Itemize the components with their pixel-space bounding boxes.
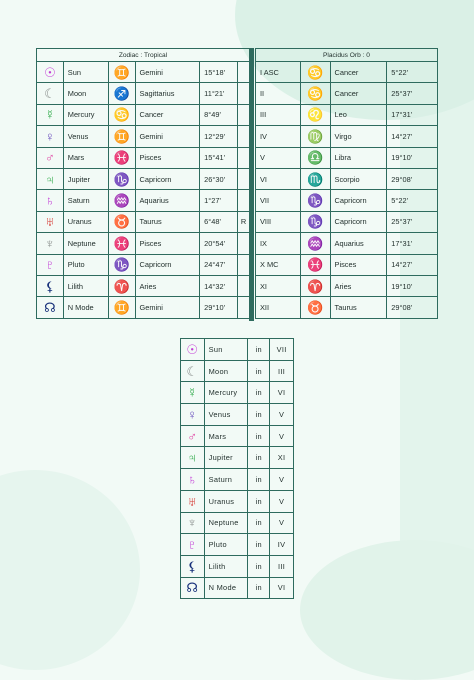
placement-house: III: [270, 555, 294, 577]
jupiter-icon: ♃: [45, 171, 55, 187]
placement-in: in: [248, 360, 270, 382]
capricorn-sign-icon: ♑: [113, 171, 130, 187]
house-name: I ASC: [256, 62, 301, 83]
cancer-sign-icon: ♋: [113, 107, 130, 123]
planet-glyph-cell: [37, 190, 64, 211]
house-sign-glyph-cell: [300, 62, 330, 83]
aquarius-sign-icon: ♒: [113, 193, 130, 209]
house-row: [256, 83, 438, 104]
planet-row: [37, 211, 250, 232]
planet-degree: 11°21': [200, 83, 238, 104]
planet-degree: 14°32': [200, 275, 238, 296]
house-sign: Scorpio: [330, 168, 387, 189]
planet-name: Moon: [63, 83, 108, 104]
planet-sign: Gemini: [135, 297, 200, 318]
taurus-sign-icon: ♉: [307, 299, 324, 315]
placement-in: in: [248, 425, 270, 447]
placement-row: [181, 555, 294, 577]
house-sign-glyph-cell: [300, 211, 330, 232]
planet-degree: 20°54': [200, 233, 238, 254]
house-sign: Capricorn: [330, 211, 387, 232]
saturn-icon: ♄: [45, 193, 55, 209]
placement-in: in: [248, 404, 270, 426]
capricorn-sign-icon: ♑: [307, 214, 324, 230]
house-sign: Cancer: [330, 62, 387, 83]
house-name: II: [256, 83, 301, 104]
planet-name: Venus: [63, 126, 108, 147]
sign-glyph-cell: [108, 62, 135, 83]
house-sign: Aries: [330, 275, 387, 296]
house-sign-glyph-cell: [300, 190, 330, 211]
planet-degree: 12°29': [200, 126, 238, 147]
venus-icon: ♀: [187, 406, 198, 422]
planet-row: [37, 233, 250, 254]
cancer-sign-icon: ♋: [307, 64, 324, 80]
aries-sign-icon: ♈: [307, 278, 324, 294]
planet-sign: Taurus: [135, 211, 200, 232]
house-name: VI: [256, 168, 301, 189]
placement-glyph-cell: [181, 360, 205, 382]
aries-sign-icon: ♈: [113, 278, 130, 294]
lilith-icon: ⚸: [187, 558, 198, 574]
planet-row: [37, 62, 250, 83]
placement-house: III: [270, 360, 294, 382]
house-sign: Pisces: [330, 254, 387, 275]
placement-planet: Uranus: [204, 490, 248, 512]
planet-row: [37, 297, 250, 318]
aquarius-sign-icon: ♒: [307, 235, 324, 251]
house-row: [256, 62, 438, 83]
sign-glyph-cell: [108, 147, 135, 168]
background-shape-bottom: [300, 540, 474, 680]
house-row: [256, 126, 438, 147]
uranus-icon: ♅: [187, 493, 198, 509]
planet-name: Jupiter: [63, 168, 108, 189]
placement-row: [181, 339, 294, 361]
scorpio-sign-icon: ♏: [307, 171, 324, 187]
moon-icon: ☾: [44, 86, 56, 102]
house-sign-glyph-cell: [300, 83, 330, 104]
house-row: [256, 211, 438, 232]
house-sign: Capricorn: [330, 190, 387, 211]
neptune-icon: ♆: [45, 235, 55, 251]
placement-house: V: [270, 490, 294, 512]
sign-glyph-cell: [108, 211, 135, 232]
gemini-sign-icon: ♊: [113, 128, 130, 144]
planet-sign: Pisces: [135, 147, 200, 168]
retrograde-flag: [238, 254, 250, 275]
house-name: XII: [256, 297, 301, 318]
placement-house: V: [270, 425, 294, 447]
house-sign: Libra: [330, 147, 387, 168]
planet-degree: 15°41': [200, 147, 238, 168]
sign-glyph-cell: [108, 168, 135, 189]
placement-house: XI: [270, 447, 294, 469]
planet-row: [37, 168, 250, 189]
placement-planet: Moon: [204, 360, 248, 382]
house-sign-glyph-cell: [300, 233, 330, 254]
house-sign-glyph-cell: [300, 297, 330, 318]
retrograde-flag: [238, 190, 250, 211]
placement-house: IV: [270, 534, 294, 556]
house-sign: Leo: [330, 104, 387, 125]
placement-house: VI: [270, 577, 294, 599]
house-degree: 25°37': [387, 83, 438, 104]
placement-row: [181, 360, 294, 382]
jupiter-icon: ♃: [187, 450, 198, 466]
house-sign-glyph-cell: [300, 168, 330, 189]
house-sign: Aquarius: [330, 233, 387, 254]
house-system-header: Placidus Orb : 0: [256, 49, 438, 62]
placement-glyph-cell: [181, 339, 205, 361]
house-degree: 19°10': [387, 275, 438, 296]
retrograde-flag: [238, 233, 250, 254]
retrograde-flag: [238, 62, 250, 83]
house-cusps-table: [255, 48, 438, 319]
planet-glyph-cell: [37, 126, 64, 147]
house-name: XI: [256, 275, 301, 296]
placement-glyph-cell: [181, 447, 205, 469]
planet-glyph-cell: [37, 233, 64, 254]
taurus-sign-icon: ♉: [113, 214, 130, 230]
cancer-sign-icon: ♋: [307, 86, 324, 102]
planet-positions-table: [36, 48, 250, 319]
planet-glyph-cell: [37, 83, 64, 104]
sign-glyph-cell: [108, 233, 135, 254]
house-row: [256, 275, 438, 296]
planet-row: [37, 83, 250, 104]
placement-in: in: [248, 339, 270, 361]
planet-degree: 6°48': [200, 211, 238, 232]
placement-house: VI: [270, 382, 294, 404]
sign-glyph-cell: [108, 126, 135, 147]
planet-glyph-cell: [37, 104, 64, 125]
planet-sign: Aries: [135, 275, 200, 296]
lilith-icon: ⚸: [45, 278, 55, 294]
retrograde-flag: [238, 104, 250, 125]
planet-glyph-cell: [37, 275, 64, 296]
planet-sign: Gemini: [135, 126, 200, 147]
planet-row: [37, 190, 250, 211]
placement-row: [181, 382, 294, 404]
planet-degree: 1°27': [200, 190, 238, 211]
house-sign: Taurus: [330, 297, 387, 318]
sign-glyph-cell: [108, 254, 135, 275]
planet-glyph-cell: [37, 211, 64, 232]
uranus-icon: ♅: [45, 214, 55, 230]
placement-in: in: [248, 490, 270, 512]
planet-name: Pluto: [63, 254, 108, 275]
planet-sign: Gemini: [135, 62, 200, 83]
placement-glyph-cell: [181, 490, 205, 512]
placement-glyph-cell: [181, 469, 205, 491]
house-name: X MC: [256, 254, 301, 275]
venus-icon: ♀: [45, 128, 55, 144]
libra-sign-icon: ♎: [307, 150, 324, 166]
house-name: V: [256, 147, 301, 168]
planet-glyph-cell: [37, 297, 64, 318]
retrograde-flag: [238, 147, 250, 168]
placement-row: [181, 512, 294, 534]
placement-planet: Mars: [204, 425, 248, 447]
planet-house-table: [180, 338, 294, 599]
placement-in: in: [248, 512, 270, 534]
neptune-icon: ♆: [187, 515, 198, 531]
sign-glyph-cell: [108, 297, 135, 318]
house-sign-glyph-cell: [300, 126, 330, 147]
placement-row: [181, 577, 294, 599]
placement-planet: N Mode: [204, 577, 248, 599]
placement-row: [181, 534, 294, 556]
placement-glyph-cell: [181, 577, 205, 599]
capricorn-sign-icon: ♑: [113, 257, 130, 273]
planet-name: Mars: [63, 147, 108, 168]
house-name: VII: [256, 190, 301, 211]
gemini-sign-icon: ♊: [113, 64, 130, 80]
house-degree: 29°08': [387, 297, 438, 318]
planet-name: Uranus: [63, 211, 108, 232]
planet-name: Lilith: [63, 275, 108, 296]
sign-glyph-cell: [108, 275, 135, 296]
planet-row: [37, 254, 250, 275]
planet-degree: 26°30': [200, 168, 238, 189]
planet-glyph-cell: [37, 168, 64, 189]
house-row: [256, 104, 438, 125]
n-mode-icon: ☊: [186, 580, 199, 596]
placement-row: [181, 447, 294, 469]
planet-row: [37, 275, 250, 296]
retrograde-flag: [238, 297, 250, 318]
n-mode-icon: ☊: [44, 299, 56, 315]
mercury-icon: ☿: [187, 385, 198, 401]
saturn-icon: ♄: [187, 471, 198, 487]
planet-sign: Aquarius: [135, 190, 200, 211]
house-name: III: [256, 104, 301, 125]
capricorn-sign-icon: ♑: [307, 193, 324, 209]
planet-name: Mercury: [63, 104, 108, 125]
sign-glyph-cell: [108, 104, 135, 125]
placement-in: in: [248, 555, 270, 577]
house-sign-glyph-cell: [300, 275, 330, 296]
gemini-sign-icon: ♊: [113, 299, 130, 315]
mars-icon: ♂: [187, 428, 198, 444]
planet-sign: Capricorn: [135, 254, 200, 275]
mars-icon: ♂: [45, 150, 55, 166]
planet-name: N Mode: [63, 297, 108, 318]
house-degree: 25°37': [387, 211, 438, 232]
house-degree: 19°10': [387, 147, 438, 168]
house-degree: 17°31': [387, 233, 438, 254]
house-name: IV: [256, 126, 301, 147]
placement-in: in: [248, 447, 270, 469]
placement-row: [181, 404, 294, 426]
leo-sign-icon: ♌: [307, 107, 324, 123]
retrograde-flag: [238, 83, 250, 104]
house-sign-glyph-cell: [300, 254, 330, 275]
house-row: [256, 168, 438, 189]
placement-house: V: [270, 512, 294, 534]
placement-glyph-cell: [181, 555, 205, 577]
placement-planet: Jupiter: [204, 447, 248, 469]
placement-house: V: [270, 404, 294, 426]
planet-glyph-cell: [37, 62, 64, 83]
sun-icon: ☉: [44, 64, 56, 80]
house-row: [256, 190, 438, 211]
house-degree: 5°22': [387, 62, 438, 83]
placement-row: [181, 469, 294, 491]
sign-glyph-cell: [108, 190, 135, 211]
sun-icon: ☉: [186, 341, 199, 357]
sign-glyph-cell: [108, 83, 135, 104]
planet-name: Neptune: [63, 233, 108, 254]
planet-sign: Pisces: [135, 233, 200, 254]
planet-degree: 24°47': [200, 254, 238, 275]
planet-sign: Cancer: [135, 104, 200, 125]
placement-planet: Neptune: [204, 512, 248, 534]
table-divider: [249, 48, 254, 321]
house-sign: Virgo: [330, 126, 387, 147]
placement-in: in: [248, 469, 270, 491]
planet-glyph-cell: [37, 147, 64, 168]
planet-sign: Capricorn: [135, 168, 200, 189]
planet-row: [37, 126, 250, 147]
placement-house: V: [270, 469, 294, 491]
house-name: VIII: [256, 211, 301, 232]
background-shape-left: [0, 470, 140, 670]
house-sign-glyph-cell: [300, 147, 330, 168]
placement-in: in: [248, 382, 270, 404]
pluto-icon: ♇: [187, 537, 198, 553]
placement-planet: Lilith: [204, 555, 248, 577]
house-degree: 5°22': [387, 190, 438, 211]
house-row: [256, 297, 438, 318]
placement-planet: Mercury: [204, 382, 248, 404]
planet-glyph-cell: [37, 254, 64, 275]
retrograde-flag: [238, 168, 250, 189]
sagittarius-sign-icon: ♐: [113, 86, 130, 102]
house-row: [256, 254, 438, 275]
house-sign: Cancer: [330, 83, 387, 104]
placement-planet: Saturn: [204, 469, 248, 491]
placement-in: in: [248, 577, 270, 599]
placement-planet: Sun: [204, 339, 248, 361]
virgo-sign-icon: ♍: [307, 128, 324, 144]
planet-sign: Sagittarius: [135, 83, 200, 104]
house-row: [256, 147, 438, 168]
mercury-icon: ☿: [45, 107, 55, 123]
retrograde-flag: [238, 275, 250, 296]
placement-row: [181, 425, 294, 447]
placement-glyph-cell: [181, 512, 205, 534]
pisces-sign-icon: ♓: [307, 257, 324, 273]
house-degree: 29°08': [387, 168, 438, 189]
house-degree: 17°31': [387, 104, 438, 125]
house-name: IX: [256, 233, 301, 254]
placement-glyph-cell: [181, 382, 205, 404]
planet-degree: 29°10': [200, 297, 238, 318]
planet-row: [37, 147, 250, 168]
pisces-sign-icon: ♓: [113, 150, 130, 166]
planet-name: Saturn: [63, 190, 108, 211]
planet-degree: 15°18': [200, 62, 238, 83]
planet-row: [37, 104, 250, 125]
retrograde-flag: R: [238, 211, 250, 232]
placement-glyph-cell: [181, 534, 205, 556]
planet-name: Sun: [63, 62, 108, 83]
placement-planet: Pluto: [204, 534, 248, 556]
retrograde-flag: [238, 126, 250, 147]
placement-in: in: [248, 534, 270, 556]
planet-degree: 8°49': [200, 104, 238, 125]
placement-glyph-cell: [181, 404, 205, 426]
house-degree: 14°27': [387, 254, 438, 275]
placement-glyph-cell: [181, 425, 205, 447]
pluto-icon: ♇: [45, 257, 55, 273]
placement-house: VII: [270, 339, 294, 361]
zodiac-header: Zodiac : Tropical: [37, 49, 250, 62]
house-degree: 14°27': [387, 126, 438, 147]
moon-icon: ☾: [186, 363, 199, 379]
house-row: [256, 233, 438, 254]
placement-row: [181, 490, 294, 512]
placement-planet: Venus: [204, 404, 248, 426]
pisces-sign-icon: ♓: [113, 235, 130, 251]
house-sign-glyph-cell: [300, 104, 330, 125]
